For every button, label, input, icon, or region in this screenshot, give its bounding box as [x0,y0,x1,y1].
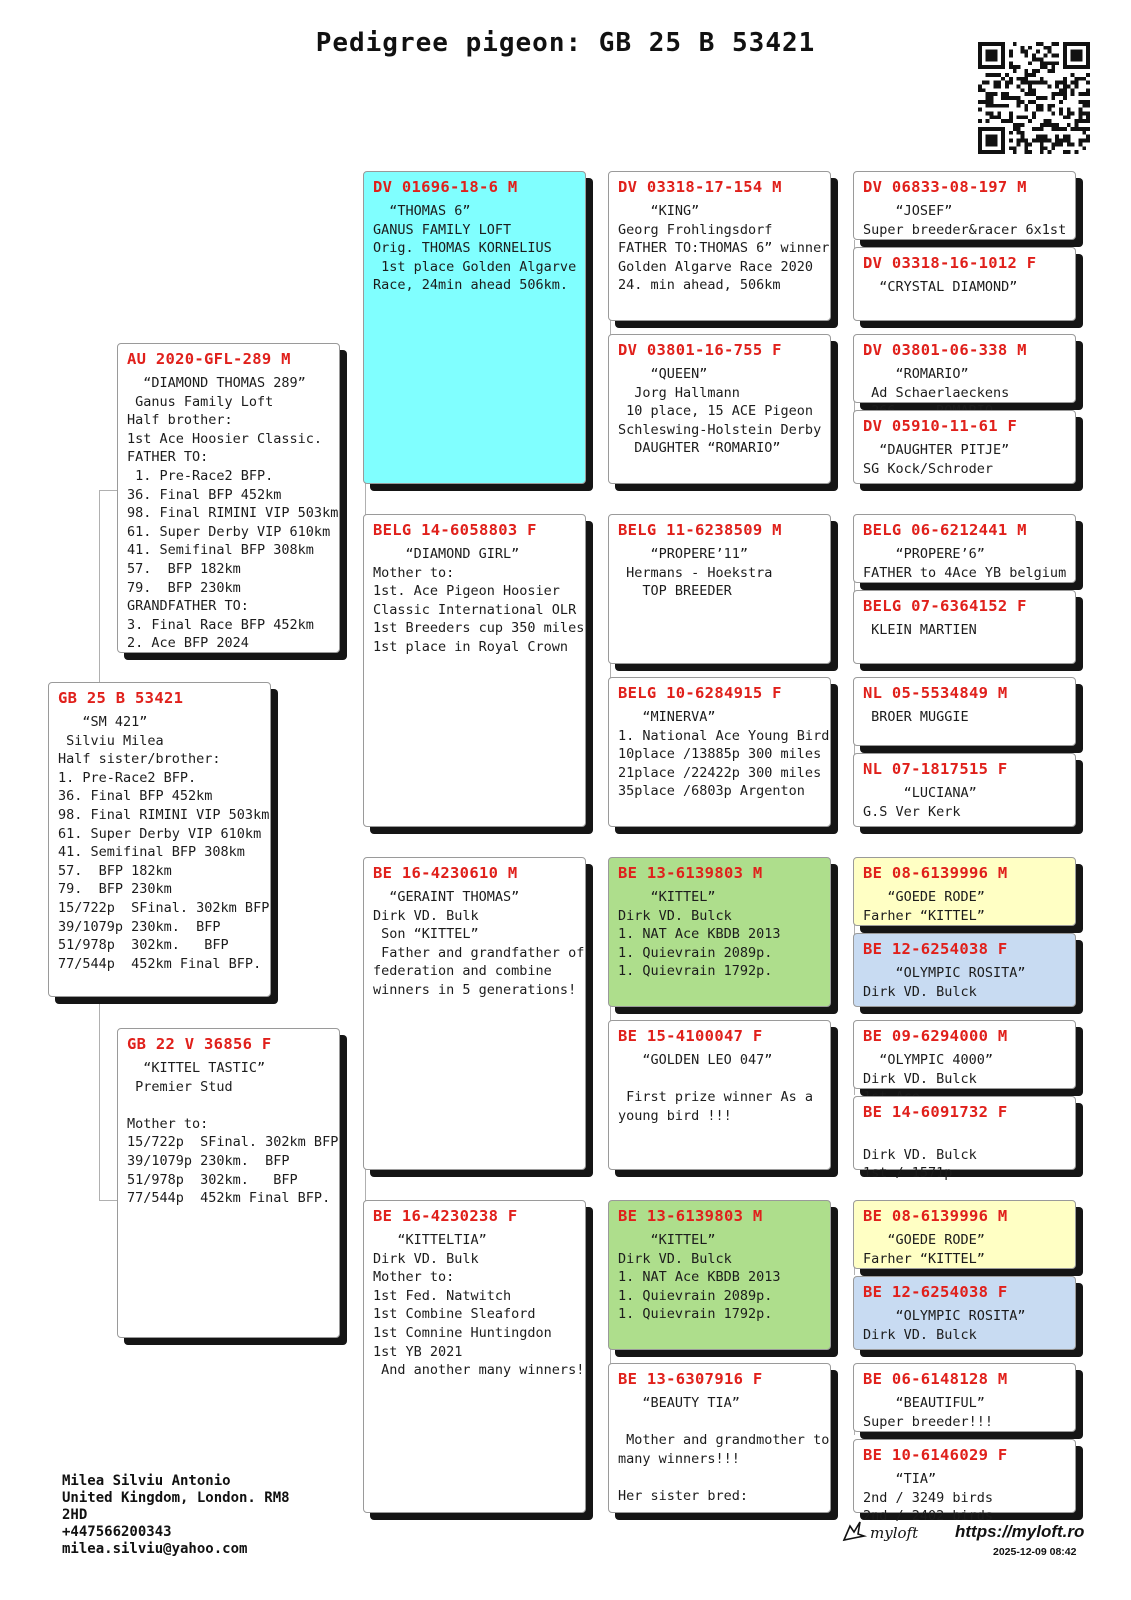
detail-line: “DIAMOND THOMAS 289” [127,375,306,391]
ring-number: BELG 10-6284915 F [618,684,782,702]
pigeon-logo-icon [840,1518,950,1546]
detail-line: 51/978p 302km. BFP [58,937,229,954]
pigeon-card-dam[interactable] [117,1028,340,1338]
detail-line: TOP BREEDER [618,583,732,600]
detail-line: Jorg Hallmann [618,384,740,401]
ring-number: DV 03318-16-1012 F [863,254,1037,272]
detail-line: Schleswing-Holstein Derby [618,421,822,438]
ring-number: DV 03318-17-154 M [618,178,782,196]
pigeon-card-gen3[interactable] [608,1200,831,1350]
owner-contact [62,1473,290,1558]
detail-line: 61. Super Derby VIP 610km [58,825,262,842]
ring-number: DV 03801-06-338 M [863,341,1027,359]
pigeon-card-gen4[interactable] [853,171,1076,240]
brand-name: myloft [870,1524,919,1542]
detail-line: “PROPERE’11” [618,546,749,562]
detail-line: 1. National Ace Young Bird [618,727,830,744]
detail-line: 1st place Golden Algarve [373,258,577,275]
pigeon-card-gen4[interactable] [853,1200,1076,1269]
detail-line: “QUEEN” [618,366,708,382]
pigeon-details [863,708,1075,727]
pigeon-details [373,1231,585,1380]
detail-line: federation and combine [373,963,552,980]
ring-number: BELG 07-6364152 F [863,597,1027,615]
pigeon-card-gen4[interactable] [853,1096,1076,1182]
ring-number: NL 07-1817515 F [863,760,1008,778]
detail-line: “CRYSTAL DIAMOND” [863,279,1018,295]
detail-line: 24. min ahead, 506km [618,277,781,294]
detail-line: “SM 421” [58,714,148,730]
detail-line: 1. Quievrain 1792p. [618,1306,773,1323]
detail-line: “KING” [618,203,700,219]
pigeon-details [58,713,270,973]
detail-line: “GOEDE RODE” [863,889,985,905]
ring-number: BE 08-6139996 M [863,864,1008,882]
detail-line: “OLYMPIC ROSITA” [863,1308,1026,1324]
detail-line: “ROMARIO” [863,366,969,382]
ring-number: DV 06833-08-197 M [863,178,1027,196]
detail-line: SG Kock/Schroder [863,460,994,477]
pigeon-card-gen3[interactable] [608,514,831,664]
pigeon-card-subject[interactable] [48,682,271,997]
detail-line: 51/978p 302km. BFP [127,1171,298,1188]
detail-line: Son “KITTEL” [373,926,479,943]
detail-line: 1st place in Royal Crown [373,638,569,655]
qr-code-icon [978,42,1090,154]
detail-line: DAUGHTER “ROMARIO” [618,440,781,457]
detail-line: Orig. THOMAS KORNELIUS [373,240,552,257]
detail-line: “TIA” [863,1471,937,1487]
detail-line: FATHER TO:THOMAS 6” winner [618,240,830,257]
detail-line: “BEAUTY TIA” [618,1395,740,1411]
detail-line: 1. NAT Ace KBDB 2013 [618,926,781,943]
pigeon-details [618,1231,830,1324]
ring-number: GB 25 B 53421 [58,689,184,707]
pigeon-card-gen2[interactable] [363,171,586,484]
detail-line: 41. Semifinal BFP 308km [58,844,245,861]
pigeon-details [863,1231,1075,1268]
detail-line: 21place /22422p 300 miles [618,764,822,781]
pigeon-details [863,1394,1075,1431]
detail-line: 10place /13885p 300 miles [618,746,822,763]
detail-line: “BEAUTIFUL” [863,1395,985,1411]
detail-line: “KITTEL” [618,889,716,905]
owner-email: milea.silviu@yahoo.com [62,1541,248,1557]
detail-line: 79. BFP 230km [127,579,241,596]
detail-line [618,1070,830,1089]
ring-number: GB 22 V 36856 F [127,1035,272,1053]
ring-number: BE 10-6146029 F [863,1446,1008,1464]
detail-line: Father and grandfather of [373,944,585,961]
pigeon-card-gen3[interactable] [608,857,831,1007]
detail-line: Ganus Family Loft [127,393,274,410]
detail-line: 15/722p SFinal. 302km BFP [58,899,270,916]
pigeon-details [618,888,830,981]
detail-line: 1st Comnine Huntingdon [373,1324,552,1341]
detail-line: Silviu Milea [58,732,164,749]
detail-line: 79. BFP 230km [58,881,172,898]
pigeon-card-gen3[interactable] [608,1020,831,1170]
detail-line: 1. Pre-Race2 BFP. [127,467,274,484]
detail-line: Half brother: [127,412,233,429]
detail-line: FATHER TO: [127,449,209,466]
pigeon-details [863,545,1075,582]
detail-line: young bird !!! [618,1107,732,1124]
detail-line: 98. Final RIMINI VIP 503km [127,505,339,522]
pigeon-card-gen4[interactable] [853,1020,1076,1089]
detail-line: 35place /6803p Argenton [618,783,805,800]
detail-line: Farher “KITTEL” [863,1250,985,1267]
pigeon-card-gen4[interactable] [853,410,1076,484]
detail-line: Dirk VD. Bulck [863,1146,977,1163]
detail-line: G.S Ver Kerk [863,803,961,820]
detail-line: And another many winners! [373,1362,585,1379]
detail-line: 39/1079p 230km. BFP [58,918,221,935]
ring-number: NL 05-5534849 M [863,684,1008,702]
detail-line: Dirk VD. Bulck [863,983,977,1000]
detail-line: 1st Fed. Natwitch [373,1287,512,1304]
pigeon-card-gen3[interactable] [608,171,831,321]
pigeon-card-gen4[interactable] [853,334,1076,403]
detail-line: GRANDFATHER TO: [127,598,249,615]
pigeon-card-gen4[interactable] [853,1439,1076,1525]
pigeon-details [863,1307,1075,1344]
pigeon-details [863,621,1075,640]
pigeon-card-gen4[interactable] [853,514,1076,583]
detail-line: 1. Quievrain 1792p. [618,963,773,980]
pigeon-details [863,202,1075,239]
detail-line: Race, 24min ahead 506km. [373,277,569,294]
pigeon-details [863,1127,1075,1183]
ring-number: BE 12-6254038 F [863,940,1008,958]
detail-line: 77/544p 452km Final BFP. [127,1190,331,1207]
detail-line: “GOEDE RODE” [863,1232,985,1248]
detail-line: “LUCIANA” [863,785,977,801]
ring-number: BE 13-6307916 F [618,1370,763,1388]
pigeon-card-gen4[interactable] [853,857,1076,926]
detail-line: Hermans - Hoekstra [618,564,773,581]
detail-line: 77/544p 452km Final BFP. [58,955,262,972]
detail-line [127,1096,339,1115]
detail-line: 1st YB 2021 [373,1343,463,1360]
detail-line: “GERAINT THOMAS” [373,889,520,905]
pigeon-details [863,784,1075,821]
detail-line [618,1413,830,1432]
detail-line: Dirk VD. Bulck [863,1326,977,1343]
detail-line: Premier Stud [127,1078,233,1095]
pigeon-card-gen3[interactable] [608,677,831,827]
generated-timestamp: 2025-12-09 08:42 [993,1546,1077,1558]
ring-number: BELG 06-6212441 M [863,521,1027,539]
detail-line: “KITTELTIA” [373,1232,487,1248]
detail-line: 1st / 1571p [863,1165,953,1182]
detail-line: 36. Final BFP 452km [127,486,282,503]
detail-line: Mother to: [127,1115,209,1132]
pigeon-card-gen4[interactable] [853,590,1076,664]
pigeon-card-gen2[interactable] [363,1200,586,1513]
detail-line: Mother to: [373,564,455,581]
pigeon-card-gen2[interactable] [363,857,586,1170]
detail-line: Dirk VD. Bulck [618,1250,732,1267]
pigeon-card-gen4[interactable] [853,677,1076,746]
pigeon-card-gen4[interactable] [853,753,1076,827]
detail-line: 1st Ace Hoosier Classic. [127,430,323,447]
pigeon-details [863,964,1075,1001]
detail-line: “DAUGHTER PITJE” [863,442,1010,458]
detail-line: Golden Algarve Race 2020 [618,258,814,275]
detail-line: 57. BFP 182km [127,560,241,577]
detail-line: “PROPERE’6” [863,546,985,562]
ring-number: DV 03801-16-755 F [618,341,782,359]
detail-line: 98. Final RIMINI VIP 503km [58,806,270,823]
pigeon-details [127,1059,339,1208]
detail-line: “KITTEL” [618,1232,716,1248]
detail-line: 39/1079p 230km. BFP [127,1152,290,1169]
detail-line: Super breeder!!! [863,1413,994,1430]
detail-line: 10 place, 15 ACE Pigeon [618,403,814,420]
detail-line: 1st Breeders cup 350 miles [373,620,585,637]
detail-line: “OLYMPIC 4000” [863,1052,994,1068]
website-link[interactable]: https://myloft.ro [955,1522,1085,1541]
owner-postcode: 2HD [62,1507,88,1523]
detail-line: GANUS FAMILY LOFT [373,221,512,238]
pigeon-details [618,545,830,601]
pigeon-card-gen3[interactable] [608,1363,831,1513]
owner-name: Milea Silviu Antonio [62,1473,231,1489]
pigeon-details [863,278,1075,297]
pigeon-details [618,708,830,801]
detail-line: BROER MUGGIE [863,709,969,725]
detail-line: 1. NAT Ace KBDB 2013 [618,1269,781,1286]
detail-line: 1. Quievrain 2089p. [618,1287,773,1304]
pigeon-details [863,441,1075,478]
detail-line: “DIAMOND GIRL” [373,546,520,562]
detail-line: 15/722p SFinal. 302km BFP [127,1134,339,1151]
detail-line: “GOLDEN LEO 047” [618,1052,773,1068]
detail-line: Farher “KITTEL” [863,907,985,924]
detail-line: 57. BFP 182km [58,862,172,879]
detail-line: 1. Quievrain 2089p. [618,944,773,961]
myloft-logo [840,1518,950,1550]
detail-line: 3. Final Race BFP 452km [127,616,314,633]
detail-line: Dirk VD. Bulk [373,1250,479,1267]
detail-line: Her sister bred: [618,1487,749,1504]
ring-number: DV 05910-11-61 F [863,417,1018,435]
pigeon-card-sire[interactable] [117,343,340,653]
owner-address: United Kingdom, London. RM8 [62,1490,290,1506]
pigeon-card-gen2[interactable] [363,514,586,827]
detail-line: Georg Frohlingsdorf [618,221,773,238]
detail-line: KLEIN MARTIEN [863,622,977,638]
pigeon-details [863,888,1075,925]
ring-number: BE 12-6254038 F [863,1283,1008,1301]
ring-number: BE 14-6091732 F [863,1103,1008,1121]
ring-number: BELG 14-6058803 F [373,521,537,539]
detail-line: 2. Ace BFP 2024 [127,635,249,652]
detail-line: Ad Schaerlaeckens [863,384,1010,401]
detail-line: Dirk VD. Bulck [863,1070,977,1087]
detail-line: 41. Semifinal BFP 308km [127,542,314,559]
detail-line: 1st Combine Sleaford [373,1306,536,1323]
detail-line: “OLYMPIC ROSITA” [863,965,1026,981]
detail-line: Dirk VD. Bulck [618,907,732,924]
ring-number: BELG 11-6238509 M [618,521,782,539]
pigeon-details [373,888,585,1000]
ring-number: DV 01696-18-6 M [373,178,518,196]
detail-line: 1. Pre-Race2 BFP. [58,769,197,786]
ring-number: BE 15-4100047 F [618,1027,763,1045]
detail-line: Classic International OLR [373,601,577,618]
ring-number: BE 13-6139803 M [618,864,763,882]
pigeon-details [373,202,585,295]
detail-line [618,1468,830,1487]
detail-line: 36. Final BFP 452km [58,788,213,805]
detail-line: Dirk VD. Bulk [373,907,479,924]
detail-line: “JOSEF” [863,203,953,219]
ring-number: BE 08-6139996 M [863,1207,1008,1225]
detail-line: 2nd / 3249 birds [863,1489,994,1506]
ring-number: AU 2020-GFL-289 M [127,350,291,368]
ring-number: BE 13-6139803 M [618,1207,763,1225]
detail-line: Half sister/brother: [58,751,221,768]
pigeon-details [618,1394,830,1506]
ring-number: BE 16-4230610 M [373,864,518,882]
detail-line [863,1127,1075,1146]
ring-number: BE 16-4230238 F [373,1207,518,1225]
detail-line: FATHER to 4Ace YB belgium [863,564,1067,581]
detail-line: “KITTEL TASTIC” [127,1060,266,1076]
pigeon-card-gen4[interactable] [853,1276,1076,1350]
ring-number: BE 06-6148128 M [863,1370,1008,1388]
pigeon-details [618,1051,830,1125]
detail-line: Super breeder&racer 6x1st [863,221,1067,238]
pigeon-card-gen4[interactable] [853,1363,1076,1432]
detail-line: “THOMAS 6” [373,203,471,219]
detail-line: many winners!!! [618,1450,740,1467]
detail-line: 61. Super Derby VIP 610km [127,523,331,540]
detail-line: First prize winner As a [618,1089,814,1106]
detail-line: Mother to: [373,1269,455,1286]
page-title: Pedigree pigeon: GB 25 B 53421 [315,28,816,58]
pigeon-details [127,374,339,653]
detail-line: Mother and grandmother to [618,1432,830,1449]
pigeon-details [618,202,830,295]
detail-line: “MINERVA” [618,709,716,725]
pigeon-details [373,545,585,657]
pigeon-card-gen4[interactable] [853,933,1076,1007]
pigeon-card-gen3[interactable] [608,334,831,484]
detail-line: 2nd / 2402 birds [863,1508,994,1525]
ring-number: BE 09-6294000 M [863,1027,1008,1045]
owner-phone: +447566200343 [62,1524,172,1540]
pigeon-details [618,365,830,458]
detail-line: winners in 5 generations! [373,981,577,998]
pigeon-card-gen4[interactable] [853,247,1076,321]
detail-line: 1st. Ace Pigeon Hoosier [373,583,560,600]
